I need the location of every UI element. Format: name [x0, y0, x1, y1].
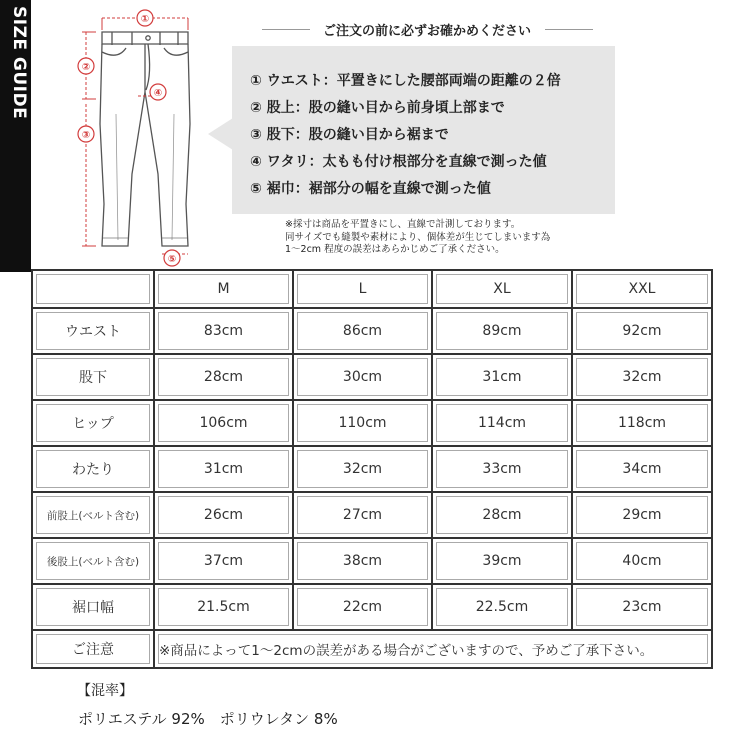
- cell-value: 29cm: [572, 492, 712, 538]
- material-composition: ポリエステル 92% ポリウレタン 8%: [78, 710, 338, 728]
- row-label-inseam: 股下: [32, 354, 154, 400]
- caution-text: ※商品によって1〜2cmの誤差がある場合がございますので、予めご了承下さい。: [154, 630, 712, 668]
- cell-value: 40cm: [572, 538, 712, 584]
- row-label-hip: ヒップ: [32, 400, 154, 446]
- cell-value: 26cm: [154, 492, 293, 538]
- measure-item-thigh: ④ ワタリ：太もも付け根部分を直線で測った値: [250, 154, 547, 170]
- caution-label: ご注意: [32, 630, 154, 668]
- material-title: 【混率】: [77, 683, 133, 699]
- cell-value: 30cm: [293, 354, 432, 400]
- size-table: [31, 269, 713, 669]
- cell-value: 39cm: [432, 538, 572, 584]
- marker-4-label: ④: [153, 88, 163, 99]
- notice-rule-right: [545, 29, 593, 30]
- measurement-note: [285, 219, 550, 257]
- cell-value: 27cm: [293, 492, 432, 538]
- table-row: [32, 308, 712, 354]
- cell-value: 28cm: [432, 492, 572, 538]
- measure-item-rise: ② 股上：股の縫い目から前身頃上部まで: [250, 100, 505, 116]
- cell-value: 37cm: [154, 538, 293, 584]
- cell-value: 28cm: [154, 354, 293, 400]
- row-label-hem-width: 裾口幅: [32, 584, 154, 630]
- cell-value: 110cm: [293, 400, 432, 446]
- cell-value: 31cm: [432, 354, 572, 400]
- measure-item-hem: ⑤ 裾巾：裾部分の幅を直線で測った値: [250, 181, 491, 197]
- cell-value: 92cm: [572, 308, 712, 354]
- header-size-xxl: XXL: [572, 270, 712, 308]
- cell-value: 32cm: [293, 446, 432, 492]
- cell-value: 22cm: [293, 584, 432, 630]
- size-guide-tab: [0, 0, 31, 272]
- table-header-row: [32, 270, 712, 308]
- caution-row: [32, 630, 712, 668]
- cell-value: 31cm: [154, 446, 293, 492]
- header-size-l: L: [293, 270, 432, 308]
- notice-title: ご注文の前に必ずお確かめください: [322, 24, 531, 39]
- row-label-thigh: わたり: [32, 446, 154, 492]
- cell-value: 114cm: [432, 400, 572, 446]
- cell-value: 34cm: [572, 446, 712, 492]
- measure-item-inseam: ③ 股下：股の縫い目から裾まで: [250, 127, 449, 143]
- cell-value: 83cm: [154, 308, 293, 354]
- marker-2-label: ②: [81, 62, 91, 73]
- cell-value: 106cm: [154, 400, 293, 446]
- header-size-m: M: [154, 270, 293, 308]
- table-row: [32, 354, 712, 400]
- marker-3-label: ③: [81, 130, 91, 141]
- cell-value: 21.5cm: [154, 584, 293, 630]
- marker-5-label: ⑤: [167, 254, 177, 265]
- cell-value: 22.5cm: [432, 584, 572, 630]
- cell-value: 32cm: [572, 354, 712, 400]
- header-size-xl: XL: [432, 270, 572, 308]
- cell-value: 118cm: [572, 400, 712, 446]
- cell-value: 89cm: [432, 308, 572, 354]
- measure-item-waist: ① ウエスト：平置きにした腰部両端の距離の２倍: [250, 73, 561, 89]
- row-label-back-rise: 後股上(ベルト含む): [32, 538, 154, 584]
- note-line-1: ※採寸は商品を平置きにし、直線で計測しております。: [285, 219, 521, 230]
- table-row: [32, 584, 712, 630]
- table-row: [32, 446, 712, 492]
- pants-outline-icon: [100, 32, 190, 246]
- cell-value: 23cm: [572, 584, 712, 630]
- cell-value: 33cm: [432, 446, 572, 492]
- note-line-3: 1〜2cm 程度の誤差はあらかじめご了承ください。: [285, 244, 505, 256]
- table-row: [32, 492, 712, 538]
- marker-1-label: ①: [140, 14, 150, 25]
- table-row: [32, 400, 712, 446]
- note-line-2: 同サイズでも縫製や素材により、個体差が生じてしまいます為: [285, 231, 551, 243]
- size-guide-label: SIZE GUIDE: [9, 6, 29, 120]
- table-row: [32, 538, 712, 584]
- row-label-waist: ウエスト: [32, 308, 154, 354]
- row-label-front-rise: 前股上(ベルト含む): [32, 492, 154, 538]
- cell-value: 38cm: [293, 538, 432, 584]
- pants-diagram: [60, 4, 210, 270]
- header-empty: [32, 270, 154, 308]
- bubble-pointer: [208, 118, 233, 150]
- cell-value: 86cm: [293, 308, 432, 354]
